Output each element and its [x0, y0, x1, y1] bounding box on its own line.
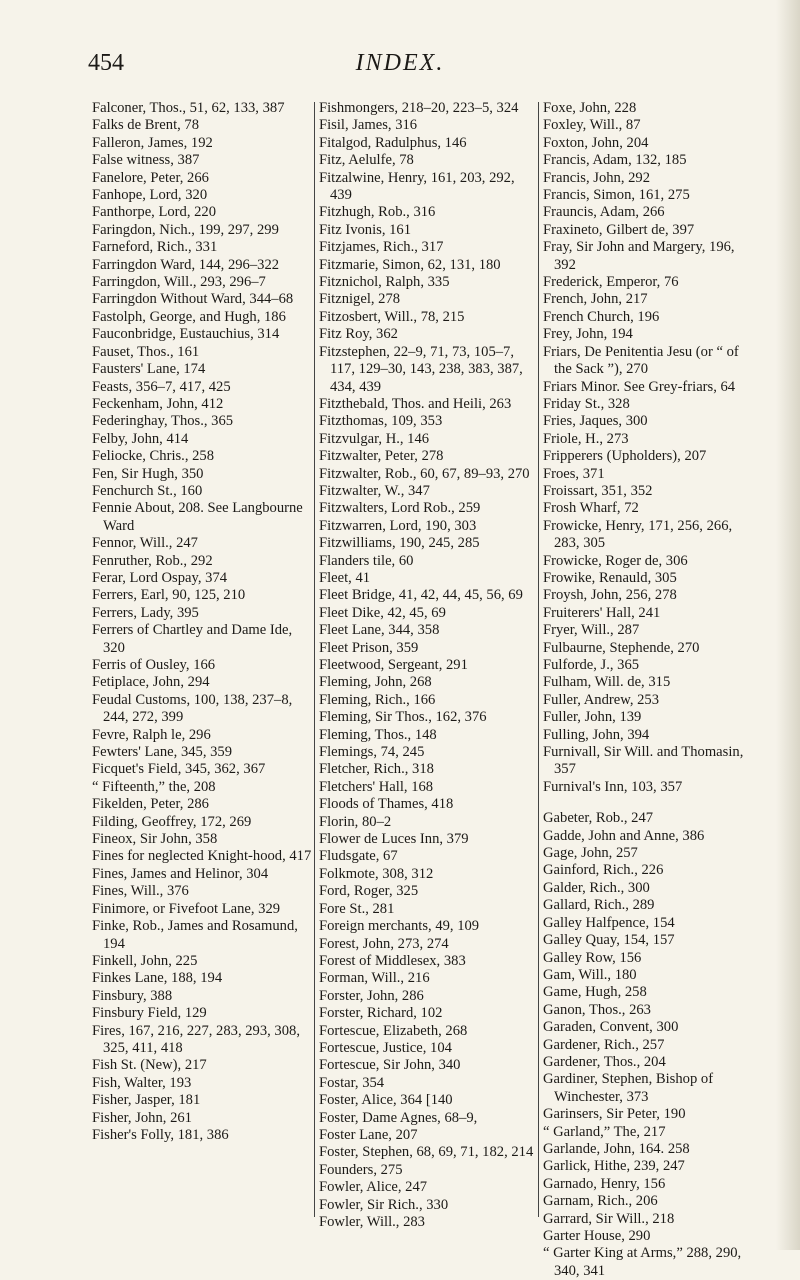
- index-entry: Forest of Middlesex, 383: [319, 952, 466, 969]
- index-entry: Farringdon Ward, 144, 296–322: [92, 256, 280, 273]
- index-entry: Foreign merchants, 49, 109: [319, 918, 480, 935]
- index-entry: Galley Halfpence, 154: [543, 914, 675, 931]
- index-entry: False witness, 387: [92, 152, 200, 169]
- index-entry: Fryer, Will., 287: [543, 622, 640, 639]
- index-entry: Finkes Lane, 188, 194: [92, 970, 223, 987]
- index-entry: Garnado, Henry, 156: [543, 1175, 666, 1192]
- index-entry: Filding, Geoffrey, 172, 269: [92, 813, 252, 830]
- index-entry: Frauncis, Adam, 266: [543, 204, 665, 221]
- index-entry: Galley Quay, 154, 157: [543, 932, 675, 949]
- index-entry: Fitzjames, Rich., 317: [319, 239, 444, 256]
- index-entry: Fires, 167, 216, 227, 283, 293, 308, 325, 411, 418: [92, 1022, 300, 1056]
- index-entry: Fowler, Sir Rich., 330: [319, 1196, 449, 1213]
- index-entry: Federinghay, Thos., 365: [92, 413, 234, 430]
- index-entry: Fleet Dike, 42, 45, 69: [319, 604, 446, 621]
- index-column-2: [319, 100, 536, 1230]
- index-entry: Fuller, John, 139: [543, 709, 642, 726]
- index-entry: Fleet Prison, 359: [319, 639, 419, 656]
- index-entry: Folkmote, 308, 312: [319, 865, 434, 882]
- index-entry: “ Garter King at Arms,” 288, 290, 340, 341: [543, 1245, 742, 1279]
- index-entry: Garinsers, Sir Peter, 190: [543, 1106, 686, 1123]
- index-entry: Fitalgod, Radulphus, 146: [319, 134, 467, 151]
- index-entry: Foster, Stephen, 68, 69, 71, 182, 214: [319, 1144, 534, 1161]
- index-entry: Fausters' Lane, 174: [92, 361, 206, 378]
- index-entry: French, John, 217: [543, 291, 648, 308]
- index-entry: Fauset, Thos., 161: [92, 343, 200, 360]
- page-header: [0, 50, 800, 90]
- index-column-3: [543, 100, 753, 1279]
- index-entry: Flemings, 74, 245: [319, 744, 425, 761]
- index-entry: Feliocke, Chris., 258: [92, 448, 215, 465]
- index-entry: Ficquet's Field, 345, 362, 367: [92, 761, 266, 778]
- index-entry: Friole, H., 273: [543, 430, 629, 447]
- index-entry: Frowicke, Roger de, 306: [543, 552, 688, 569]
- index-entry: Faringdon, Nich., 199, 297, 299: [92, 221, 279, 238]
- index-entry: Friars Minor. See Grey-friars, 64: [543, 378, 736, 395]
- index-entry: Fitznichol, Ralph, 335: [319, 274, 450, 291]
- index-entry: Gardiner, Stephen, Bishop of Winchester, 373: [543, 1071, 714, 1105]
- index-entry: Fisher's Folly, 181, 386: [92, 1126, 229, 1143]
- index-entry: Fines, James and Helinor, 304: [92, 865, 269, 882]
- index-entry: Fleet, 41: [319, 569, 371, 586]
- index-entry: Furnival's Inn, 103, 357: [543, 778, 683, 795]
- index-entry: Fanthorpe, Lord, 220: [92, 204, 217, 221]
- index-entry: Fore St., 281: [319, 900, 395, 917]
- index-entry: Froysh, John, 256, 278: [543, 587, 677, 604]
- index-entry: Garlick, Hithe, 239, 247: [543, 1158, 685, 1175]
- index-entry: Fortescue, Elizabeth, 268: [319, 1022, 468, 1039]
- index-entry: Furnivall, Sir Will. and Thomasin, 357: [543, 744, 744, 778]
- index-entry: Fleet Lane, 344, 358: [319, 622, 440, 639]
- index-entry: Feasts, 356–7, 417, 425: [92, 378, 231, 395]
- index-entry: Forster, John, 286: [319, 987, 424, 1004]
- index-entry: Fitzwalter, Rob., 60, 67, 89–93, 270: [319, 465, 530, 482]
- index-entry: Gardener, Rich., 257: [543, 1036, 665, 1053]
- index-entry: Friars, De Penitentia Jesu (or “ of the Sack ”), 270: [543, 343, 739, 378]
- index-entry: Founders, 275: [319, 1161, 403, 1178]
- index-entry: Frowicke, Henry, 171, 256, 266, 283, 305: [543, 517, 733, 552]
- index-entry: Fitznigel, 278: [319, 291, 401, 308]
- index-entry: Fleet Bridge, 41, 42, 44, 45, 56, 69: [319, 587, 523, 604]
- index-entry: Gabeter, Rob., 247: [543, 810, 654, 827]
- index-entry: Farneford, Rich., 331: [92, 239, 218, 256]
- index-entry: Fortescue, Justice, 104: [319, 1039, 452, 1056]
- index-entry: Ferris of Ousley, 166: [92, 657, 216, 673]
- index-entry: Francis, Adam, 132, 185: [543, 152, 687, 169]
- index-entry: Fitzwalters, Lord Rob., 259: [319, 500, 481, 517]
- index-entry: Friday St., 328: [543, 395, 630, 412]
- index-entry: Fastolph, George, and Hugh, 186: [92, 308, 286, 325]
- index-entry: Fines, Will., 376: [92, 883, 189, 900]
- index-entry: Fitz, Aelulfe, 78: [319, 152, 414, 169]
- index-entry: Feudal Customs, 100, 138, 237–8, 244, 272, 399: [92, 691, 293, 726]
- index-entry: Fitzstephen, 22–9, 71, 73, 105–7, 117, 129–30, 143, 238, 383, 387, 434, 439: [319, 343, 523, 395]
- index-entry: Fleming, John, 268: [319, 674, 432, 691]
- index-entry: Francis, Simon, 161, 275: [543, 187, 690, 204]
- index-entry: Fruiterers' Hall, 241: [543, 604, 661, 621]
- index-entry: Fetiplace, John, 294: [92, 674, 210, 691]
- index-entry: Fitzwilliams, 190, 245, 285: [319, 535, 480, 552]
- index-entry: Felby, John, 414: [92, 430, 189, 447]
- index-columns: [92, 100, 744, 1279]
- index-entry: Fostar, 354: [319, 1074, 385, 1091]
- index-entry: Finke, Rob., James and Rosamund, 194: [92, 918, 298, 952]
- index-entry: Garter House, 290: [543, 1228, 651, 1244]
- index-entry: Finsbury, 388: [92, 987, 173, 1004]
- index-entry: Fineox, Sir John, 358: [92, 831, 218, 848]
- index-entry: Fleming, Rich., 166: [319, 691, 436, 708]
- index-entry: Finkell, John, 225: [92, 952, 198, 969]
- index-entry: Garnam, Rich., 206: [543, 1193, 658, 1210]
- index-entry: Garrard, Sir Will., 218: [543, 1210, 675, 1227]
- index-entry: Flower de Luces Inn, 379: [319, 831, 469, 848]
- index-entry: Falleron, James, 192: [92, 134, 213, 151]
- index-entry: Fines for neglected Knight-hood, 417: [92, 848, 312, 865]
- index-entry: Fletcher, Rich., 318: [319, 761, 434, 778]
- index-entry: Garaden, Convent, 300: [543, 1019, 679, 1036]
- index-entry: Florin, 80–2: [319, 813, 392, 830]
- index-entry: Frowike, Renauld, 305: [543, 569, 677, 586]
- index-entry: Fries, Jaques, 300: [543, 413, 648, 430]
- entry-list: [319, 100, 536, 1231]
- index-entry: Fleming, Sir Thos., 162, 376: [319, 709, 487, 726]
- index-entry: Foxe, John, 228: [543, 100, 637, 116]
- index-column-1: [92, 100, 312, 1220]
- page-title: INDEX.: [355, 50, 445, 76]
- index-entry: Game, Hugh, 258: [543, 984, 647, 1001]
- index-entry: Fulham, Will. de, 315: [543, 674, 671, 691]
- index-entry: Gage, John, 257: [543, 845, 638, 862]
- index-entry: Frey, John, 194: [543, 326, 633, 343]
- index-entry: Gallard, Rich., 289: [543, 897, 655, 914]
- index-entry: Forman, Will., 216: [319, 970, 430, 987]
- index-entry: Fitzvulgar, H., 146: [319, 430, 430, 447]
- index-entry: Forster, Richard, 102: [319, 1005, 443, 1022]
- index-entry: Fraxineto, Gilbert de, 397: [543, 221, 695, 238]
- index-entry: Fauconbridge, Eustauchius, 314: [92, 326, 280, 343]
- index-entry: Foster, Alice, 364 [140: [319, 1092, 453, 1109]
- entry-list: [543, 100, 753, 1280]
- index-entry: Ferrers of Chartley and Dame Ide, 320: [92, 622, 293, 656]
- index-entry: Fitzthebald, Thos. and Heili, 263: [319, 395, 512, 412]
- index-entry: Fitzalwine, Henry, 161, 203, 292, 439: [319, 169, 515, 204]
- index-entry: Fulforde, J., 365: [543, 657, 640, 673]
- index-entry: Fevre, Ralph le, 296: [92, 726, 211, 743]
- index-entry: Fulling, John, 394: [543, 726, 650, 743]
- index-entry: Frederick, Emperor, 76: [543, 274, 679, 291]
- index-entry: Finsbury Field, 129: [92, 1005, 207, 1022]
- index-entry: Fitzhugh, Rob., 316: [319, 204, 436, 221]
- index-entry: Fennor, Will., 247: [92, 535, 198, 552]
- index-entry: Fitz Roy, 362: [319, 326, 398, 343]
- index-entry: Fortescue, Sir John, 340: [319, 1057, 461, 1074]
- page-edge-shadow: [776, 0, 800, 1250]
- index-entry: Foxton, John, 204: [543, 134, 649, 151]
- index-entry: French Church, 196: [543, 308, 660, 325]
- index-entry: Foster, Dame Agnes, 68–9,: [319, 1109, 478, 1126]
- index-entry: Fleetwood, Sergeant, 291: [319, 657, 468, 673]
- index-entry: Fisil, James, 316: [319, 117, 418, 134]
- column-divider: [538, 102, 539, 1217]
- index-entry: Fish St. (New), 217: [92, 1057, 207, 1074]
- index-entry: Gadde, John and Anne, 386: [543, 827, 705, 844]
- index-entry: Fludsgate, 67: [319, 848, 398, 865]
- index-entry: Francis, John, 292: [543, 169, 651, 186]
- index-entry: Ferrers, Earl, 90, 125, 210: [92, 587, 246, 604]
- index-entry: Fenchurch St., 160: [92, 482, 203, 499]
- index-entry: Fripperers (Upholders), 207: [543, 448, 707, 465]
- index-entry: Froes, 371: [543, 465, 605, 482]
- index-entry: Fanelore, Peter, 266: [92, 169, 209, 186]
- index-entry: Forest, John, 273, 274: [319, 935, 449, 952]
- index-entry: Foxley, Will., 87: [543, 117, 641, 134]
- index-entry: Gardener, Thos., 204: [543, 1053, 666, 1070]
- index-entry: Fishmongers, 218–20, 223–5, 324: [319, 100, 519, 116]
- index-entry: Fitzthomas, 109, 353: [319, 413, 443, 430]
- index-entry: Farringdon Without Ward, 344–68: [92, 291, 294, 308]
- index-entry: Fisher, Jasper, 181: [92, 1092, 201, 1109]
- index-entry: “ Fifteenth,” the, 208: [92, 778, 216, 795]
- index-entry: Fewters' Lane, 345, 359: [92, 744, 233, 761]
- index-entry: Fish, Walter, 193: [92, 1074, 192, 1091]
- index-entry: Farringdon, Will., 293, 296–7: [92, 274, 266, 291]
- index-entry: Ferrers, Lady, 395: [92, 604, 199, 621]
- page-number: 454: [88, 50, 124, 76]
- index-entry: Fennie About, 208. See Langbourne Ward: [92, 500, 303, 534]
- entry-list: [92, 100, 312, 1144]
- index-entry: Galder, Rich., 300: [543, 879, 650, 896]
- index-entry: Fenruther, Rob., 292: [92, 552, 213, 569]
- index-entry: Fowler, Will., 283: [319, 1214, 425, 1230]
- index-entry: Froissart, 351, 352: [543, 482, 653, 499]
- index-entry: Floods of Thames, 418: [319, 796, 454, 813]
- index-entry: Fitzwalter, Peter, 278: [319, 448, 444, 465]
- index-entry: Fitzmarie, Simon, 62, 131, 180: [319, 256, 501, 273]
- index-entry: Ganon, Thos., 263: [543, 1001, 651, 1018]
- index-entry: Feckenham, John, 412: [92, 395, 224, 412]
- index-entry: Fuller, Andrew, 253: [543, 691, 660, 708]
- index-entry: Fitz Ivonis, 161: [319, 221, 412, 238]
- index-entry: Fowler, Alice, 247: [319, 1179, 428, 1196]
- index-entry: Fleming, Thos., 148: [319, 726, 437, 743]
- index-entry: “ Garland,” The, 217: [543, 1123, 666, 1140]
- index-entry: Fitzosbert, Will., 78, 215: [319, 308, 465, 325]
- index-entry: Frosh Wharf, 72: [543, 500, 639, 517]
- index-entry: Ferar, Lord Ospay, 374: [92, 569, 228, 586]
- index-entry: Finimore, or Fivefoot Lane, 329: [92, 900, 281, 917]
- index-entry: Fletchers' Hall, 168: [319, 778, 434, 795]
- index-entry: Fitzwalter, W., 347: [319, 482, 430, 499]
- column-divider: [314, 102, 315, 1217]
- index-entry: Ford, Roger, 325: [319, 883, 419, 900]
- index-entry: Fisher, John, 261: [92, 1109, 192, 1126]
- index-entry: Fray, Sir John and Margery, 196, 392: [543, 239, 735, 273]
- index-entry: Galley Row, 156: [543, 949, 642, 966]
- index-entry: Fikelden, Peter, 286: [92, 796, 209, 813]
- index-entry: Falconer, Thos., 51, 62, 133, 387: [92, 100, 285, 116]
- index-entry: Foster Lane, 207: [319, 1126, 418, 1143]
- index-entry: Fen, Sir Hugh, 350: [92, 465, 204, 482]
- index-entry: Fulbaurne, Stephende, 270: [543, 639, 700, 656]
- index-entry: Garlande, John, 164. 258: [543, 1140, 690, 1157]
- index-entry: Gainford, Rich., 226: [543, 862, 664, 879]
- index-entry: Gam, Will., 180: [543, 966, 637, 983]
- index-entry: Flanders tile, 60: [319, 552, 414, 569]
- index-entry: Fanhope, Lord, 320: [92, 187, 208, 204]
- index-entry: Falks de Brent, 78: [92, 117, 200, 134]
- index-entry: Fitzwarren, Lord, 190, 303: [319, 517, 477, 534]
